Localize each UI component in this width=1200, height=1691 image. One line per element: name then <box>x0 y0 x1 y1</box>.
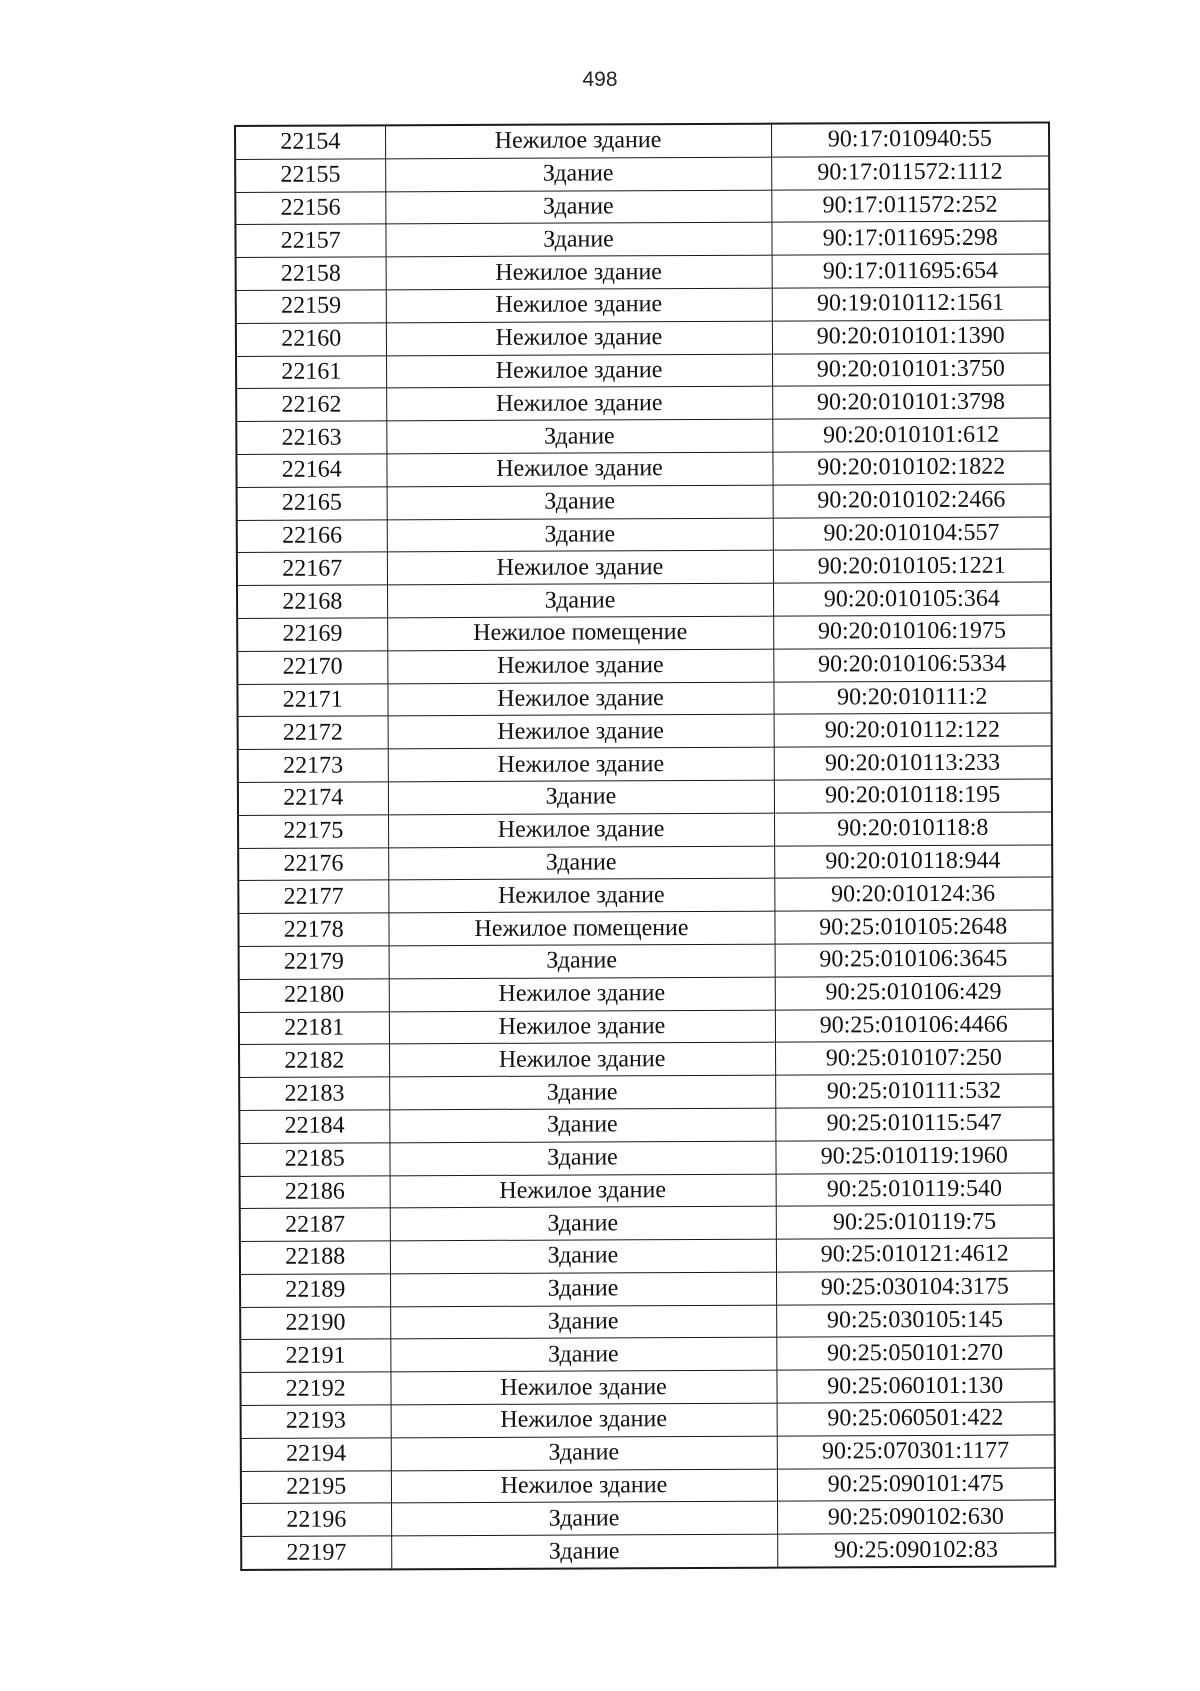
table-row <box>238 844 1052 880</box>
cadastral-number-cell: 90:25:050101:270 <box>776 1336 1054 1370</box>
object-type-cell: Нежилое здание <box>390 1174 776 1208</box>
table-row <box>236 353 1050 389</box>
row-number-cell: 22174 <box>238 782 388 815</box>
row-number-cell: 22184 <box>239 1110 389 1143</box>
object-type-cell: Здание <box>389 1141 775 1175</box>
row-number-cell: 22154 <box>235 125 385 159</box>
cadastral-number-cell: 90:19:010112:1561 <box>772 287 1050 321</box>
table-row <box>239 1107 1053 1143</box>
row-number-cell: 22166 <box>237 519 387 552</box>
table-row <box>239 976 1053 1012</box>
table-row <box>240 1304 1054 1340</box>
object-type-cell: Здание <box>390 1239 776 1273</box>
cadastral-number-cell: 90:25:010111:532 <box>775 1074 1053 1108</box>
cadastral-number-cell: 90:25:010119:1960 <box>775 1140 1053 1174</box>
table-row <box>236 320 1050 356</box>
row-number-cell: 22183 <box>239 1077 389 1110</box>
cadastral-number-cell: 90:25:090102:83 <box>777 1533 1055 1568</box>
row-number-cell: 22169 <box>237 618 387 651</box>
object-type-cell: Нежилое помещение <box>388 911 774 945</box>
object-type-cell: Нежилое здание <box>387 649 773 683</box>
row-number-cell: 22191 <box>240 1339 390 1372</box>
table-row <box>240 1336 1054 1372</box>
table-row <box>240 1238 1054 1274</box>
cadastral-number-cell: 90:20:010118:8 <box>774 812 1052 846</box>
row-number-cell: 22187 <box>240 1208 390 1241</box>
table-row <box>241 1533 1055 1570</box>
row-number-cell: 22196 <box>241 1503 391 1536</box>
object-type-cell: Нежилое здание <box>386 288 772 322</box>
row-number-cell: 22160 <box>236 323 386 356</box>
table-row <box>240 1369 1054 1405</box>
cadastral-number-cell: 90:17:011695:654 <box>772 254 1050 288</box>
object-type-cell: Здание <box>388 846 774 880</box>
row-number-cell: 22193 <box>241 1405 391 1438</box>
object-type-cell: Нежилое здание <box>388 747 774 781</box>
cadastral-number-cell: 90:17:010940:55 <box>771 122 1049 157</box>
table-row <box>235 122 1049 159</box>
table-row <box>237 615 1051 651</box>
table-row <box>237 484 1051 520</box>
row-number-cell: 22167 <box>237 552 387 585</box>
table-row <box>238 713 1052 749</box>
table-row <box>239 1074 1053 1110</box>
table-row <box>241 1468 1055 1504</box>
table-row <box>239 1140 1053 1176</box>
cadastral-number-cell: 90:25:060101:130 <box>776 1369 1054 1403</box>
table-row <box>238 910 1052 946</box>
cadastral-number-cell: 90:25:010121:4612 <box>776 1238 1054 1272</box>
row-number-cell: 22195 <box>241 1471 391 1504</box>
row-number-cell: 22155 <box>235 159 385 192</box>
table-row <box>237 517 1051 553</box>
cadastral-number-cell: 90:25:010119:540 <box>776 1172 1054 1206</box>
cadastral-number-cell: 90:25:090101:475 <box>777 1468 1055 1502</box>
table-row <box>235 189 1049 225</box>
object-type-cell: Нежилое здание <box>387 682 773 716</box>
table-row <box>241 1402 1055 1438</box>
row-number-cell: 22182 <box>239 1044 389 1077</box>
cadastral-number-cell: 90:25:010106:4466 <box>775 1008 1053 1042</box>
table-row <box>241 1435 1055 1471</box>
table-row <box>238 779 1052 815</box>
object-type-cell: Здание <box>391 1436 777 1470</box>
cadastral-number-cell: 90:25:030105:145 <box>776 1304 1054 1338</box>
table-row <box>238 877 1052 913</box>
cadastral-number-cell: 90:20:010106:1975 <box>773 615 1051 649</box>
object-type-cell: Здание <box>385 223 771 257</box>
table-row <box>235 156 1049 192</box>
object-type-cell: Здание <box>387 518 773 552</box>
cadastral-number-cell: 90:20:010101:612 <box>772 418 1050 452</box>
cadastral-number-cell: 90:20:010106:5334 <box>773 648 1051 682</box>
cadastral-number-cell: 90:25:010106:3645 <box>775 943 1053 977</box>
object-type-cell: Нежилое здание <box>389 1010 775 1044</box>
row-number-cell: 22159 <box>236 290 386 323</box>
object-type-cell: Здание <box>390 1206 776 1240</box>
object-type-cell: Нежилое здание <box>389 1042 775 1076</box>
cadastral-number-cell: 90:20:010105:1221 <box>773 549 1051 583</box>
table-row <box>239 1041 1053 1077</box>
cadastral-number-cell: 90:20:010111:2 <box>773 680 1051 714</box>
row-number-cell: 22161 <box>236 355 386 388</box>
object-type-cell: Нежилое здание <box>386 354 772 388</box>
cadastral-number-cell: 90:20:010105:364 <box>773 582 1051 616</box>
cadastral-number-cell: 90:25:070301:1177 <box>777 1435 1055 1469</box>
object-type-cell: Нежилое здание <box>389 977 775 1011</box>
object-type-cell: Здание <box>389 1108 775 1142</box>
row-number-cell: 22189 <box>240 1274 390 1307</box>
object-type-cell: Нежилое здание <box>388 878 774 912</box>
object-type-cell: Нежилое здание <box>385 124 771 159</box>
row-number-cell: 22194 <box>241 1438 391 1471</box>
table-row <box>237 582 1051 618</box>
row-number-cell: 22188 <box>240 1241 390 1274</box>
cadastral-number-cell: 90:20:010124:36 <box>774 877 1052 911</box>
row-number-cell: 22170 <box>237 651 387 684</box>
row-number-cell: 22164 <box>236 454 386 487</box>
object-type-cell: Здание <box>387 485 773 519</box>
row-number-cell: 22173 <box>238 749 388 782</box>
table-row <box>237 648 1051 684</box>
cadastral-number-cell: 90:17:011695:298 <box>771 221 1049 255</box>
table-row <box>239 943 1053 979</box>
object-type-cell: Здание <box>389 1075 775 1109</box>
row-number-cell: 22175 <box>238 815 388 848</box>
table-row <box>236 451 1050 487</box>
table-row <box>236 385 1050 421</box>
object-type-cell: Здание <box>388 780 774 814</box>
row-number-cell: 22157 <box>235 224 385 257</box>
row-number-cell: 22172 <box>238 716 388 749</box>
object-type-cell: Здание <box>390 1338 776 1372</box>
table-row <box>238 812 1052 848</box>
cadastral-number-cell: 90:17:011572:1112 <box>771 156 1049 190</box>
cadastral-number-cell: 90:25:060501:422 <box>777 1402 1055 1436</box>
cadastral-number-cell: 90:25:030104:3175 <box>776 1271 1054 1305</box>
table-row <box>239 1008 1053 1044</box>
table-row <box>238 746 1052 782</box>
object-type-cell: Здание <box>391 1534 777 1569</box>
row-number-cell: 22186 <box>240 1175 390 1208</box>
row-number-cell: 22179 <box>239 946 389 979</box>
cadastral-number-cell: 90:20:010113:233 <box>774 746 1052 780</box>
property-table <box>234 121 1056 1571</box>
object-type-cell: Здание <box>390 1305 776 1339</box>
row-number-cell: 22178 <box>238 913 388 946</box>
row-number-cell: 22156 <box>235 191 385 224</box>
document-table-container <box>234 121 1054 1571</box>
row-number-cell: 22192 <box>240 1372 390 1405</box>
row-number-cell: 22162 <box>236 388 386 421</box>
table-row <box>236 418 1050 454</box>
object-type-cell: Здание <box>386 419 772 453</box>
table-row <box>240 1205 1054 1241</box>
table-row <box>240 1271 1054 1307</box>
page-number: 498 <box>582 68 618 91</box>
object-type-cell: Здание <box>390 1272 776 1306</box>
cadastral-number-cell: 90:25:010107:250 <box>775 1041 1053 1075</box>
row-number-cell: 22185 <box>239 1143 389 1176</box>
object-type-cell: Нежилое помещение <box>387 616 773 650</box>
cadastral-number-cell: 90:25:010119:75 <box>776 1205 1054 1239</box>
table-row <box>237 680 1051 716</box>
cadastral-number-cell: 90:20:010101:3798 <box>772 385 1050 419</box>
table-row <box>237 549 1051 585</box>
object-type-cell: Здание <box>385 157 771 191</box>
table-row <box>235 221 1049 257</box>
object-type-cell: Нежилое здание <box>386 321 772 355</box>
object-type-cell: Нежилое здание <box>386 387 772 421</box>
cadastral-number-cell: 90:20:010112:122 <box>774 713 1052 747</box>
object-type-cell: Нежилое здание <box>391 1469 777 1503</box>
row-number-cell: 22171 <box>237 683 387 716</box>
table-row <box>241 1500 1055 1536</box>
object-type-cell: Здание <box>387 583 773 617</box>
object-type-cell: Здание <box>385 190 771 224</box>
cadastral-number-cell: 90:20:010101:1390 <box>772 320 1050 354</box>
table-row <box>240 1172 1054 1208</box>
object-type-cell: Здание <box>391 1502 777 1536</box>
row-number-cell: 22180 <box>239 979 389 1012</box>
row-number-cell: 22158 <box>236 257 386 290</box>
row-number-cell: 22176 <box>238 847 388 880</box>
row-number-cell: 22177 <box>238 880 388 913</box>
object-type-cell: Нежилое здание <box>388 714 774 748</box>
cadastral-number-cell: 90:20:010118:195 <box>774 779 1052 813</box>
cadastral-number-cell: 90:20:010118:944 <box>774 844 1052 878</box>
table-body <box>235 122 1055 1570</box>
table-row <box>236 254 1050 290</box>
cadastral-number-cell: 90:25:010105:2648 <box>774 910 1052 944</box>
cadastral-number-cell: 90:17:011572:252 <box>771 189 1049 223</box>
cadastral-number-cell: 90:20:010104:557 <box>773 517 1051 551</box>
row-number-cell: 22163 <box>236 421 386 454</box>
cadastral-number-cell: 90:25:090102:630 <box>777 1500 1055 1534</box>
cadastral-number-cell: 90:25:010115:547 <box>775 1107 1053 1141</box>
object-type-cell: Нежилое здание <box>390 1370 776 1404</box>
row-number-cell: 22168 <box>237 585 387 618</box>
object-type-cell: Нежилое здание <box>388 813 774 847</box>
object-type-cell: Нежилое здание <box>387 551 773 585</box>
object-type-cell: Нежилое здание <box>386 452 772 486</box>
object-type-cell: Нежилое здание <box>386 255 772 289</box>
object-type-cell: Здание <box>389 944 775 978</box>
table-row <box>236 287 1050 323</box>
row-number-cell: 22190 <box>240 1307 390 1340</box>
object-type-cell: Нежилое здание <box>391 1403 777 1437</box>
cadastral-number-cell: 90:25:010106:429 <box>775 976 1053 1010</box>
row-number-cell: 22181 <box>239 1011 389 1044</box>
cadastral-number-cell: 90:20:010101:3750 <box>772 353 1050 387</box>
row-number-cell: 22165 <box>237 487 387 520</box>
cadastral-number-cell: 90:20:010102:1822 <box>772 451 1050 485</box>
row-number-cell: 22197 <box>241 1536 391 1570</box>
cadastral-number-cell: 90:20:010102:2466 <box>773 484 1051 518</box>
